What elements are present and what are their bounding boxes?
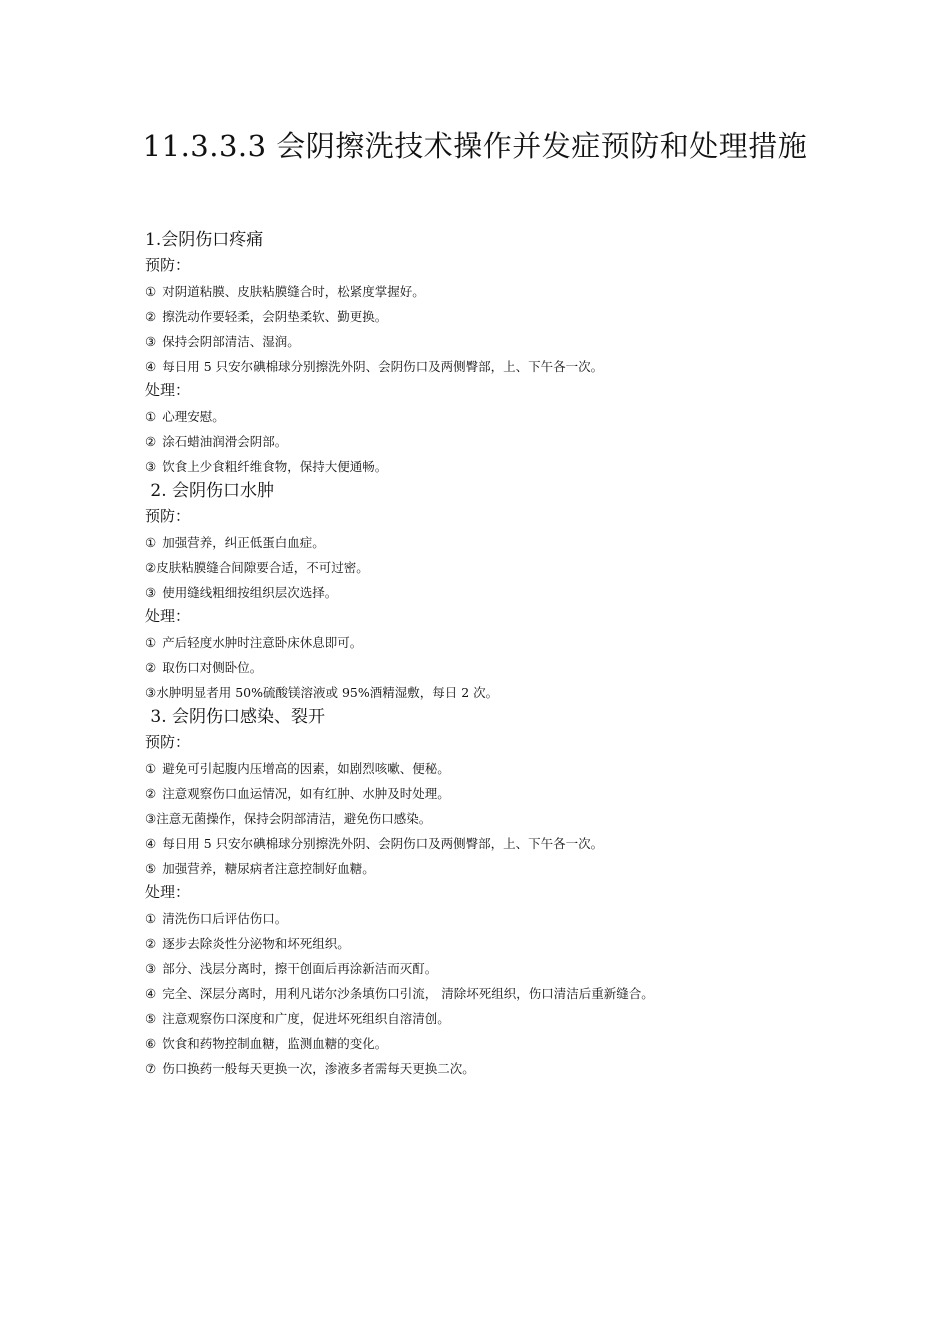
item-marker: ① — [145, 284, 157, 299]
section-heading: 2. 会阴伤口水肿 — [145, 481, 275, 501]
item-marker: ④ — [145, 986, 157, 1001]
prevention-item — [145, 831, 845, 856]
item-marker: ③ — [145, 685, 157, 700]
item-text: 注意观察伤口深度和广度，促进坏死组织自溶清创。 — [162, 1011, 450, 1026]
item-text: 完全、深层分离时，用利凡诺尔沙条填伤口引流， 清除坏死组织，伤口清洁后重新缝合。 — [162, 986, 654, 1001]
item-marker: ④ — [145, 836, 157, 851]
item-text: 产后轻度水肿时注意卧床休息即可。 — [162, 635, 363, 650]
prevention-item — [145, 304, 845, 329]
treatment-item — [145, 956, 845, 981]
item-text: 加强营养，糖尿病者注意控制好血糖。 — [162, 861, 375, 876]
prevention-item — [145, 756, 845, 781]
treatment-label: 处理： — [145, 883, 191, 901]
treatment-item — [145, 680, 845, 705]
prevention-item — [145, 555, 845, 580]
treatment-label: 处理： — [145, 381, 191, 399]
item-text: 水肿明显者用 50%硫酸镁溶液或 95%酒精湿敷，每日 2 次。 — [156, 685, 499, 700]
treatment-label: 处理： — [145, 607, 191, 625]
item-text: 取伤口对侧卧位。 — [162, 660, 263, 675]
item-text: 保持会阴部清洁、湿润。 — [162, 334, 300, 349]
prevention-item — [145, 781, 845, 806]
page-title: 11.3.3.3 会阴擦洗技术操作并发症预防和处理措施 — [142, 129, 808, 163]
item-marker: ② — [145, 434, 157, 449]
item-marker: ② — [145, 660, 157, 675]
item-text: 部分、浅层分离时，擦干创面后再涂新洁而灭酊。 — [162, 961, 438, 976]
item-marker: ⑤ — [145, 861, 157, 876]
item-text: 加强营养，纠正低蛋白血症。 — [162, 535, 325, 550]
item-text: 皮肤粘膜缝合间隙要合适，不可过密。 — [156, 560, 369, 575]
item-marker: ⑦ — [145, 1061, 157, 1076]
item-marker: ⑤ — [145, 1011, 157, 1026]
section-wound-pain — [145, 228, 845, 479]
item-text: 避免可引起腹内压增高的因素，如剧烈咳嗽、便秘。 — [162, 761, 450, 776]
item-marker: ③ — [145, 334, 157, 349]
item-text: 注意无菌操作，保持会阴部清洁，避免伤口感染。 — [156, 811, 432, 826]
treatment-item — [145, 1056, 845, 1081]
treatment-item — [145, 655, 845, 680]
prevention-item — [145, 329, 845, 354]
prevention-item — [145, 856, 845, 881]
item-text: 饮食和药物控制血糖，监测血糖的变化。 — [162, 1036, 388, 1051]
item-marker: ② — [145, 786, 157, 801]
item-marker: ③ — [145, 961, 157, 976]
prevention-item — [145, 354, 845, 379]
treatment-item — [145, 454, 845, 479]
treatment-item — [145, 981, 845, 1006]
treatment-item — [145, 630, 845, 655]
item-text: 逐步去除炎性分泌物和坏死组织。 — [162, 936, 350, 951]
item-marker: ① — [145, 535, 157, 550]
prevention-label: 预防： — [145, 256, 191, 274]
item-text: 清洗伤口后评估伤口。 — [162, 911, 288, 926]
treatment-item — [145, 931, 845, 956]
item-text: 伤口换药一般每天更换一次，渗液多者需每天更换二次。 — [162, 1061, 475, 1076]
item-marker: ⑥ — [145, 1036, 157, 1051]
prevention-item — [145, 806, 845, 831]
treatment-item — [145, 404, 845, 429]
section-heading: 3. 会阴伤口感染、裂开 — [145, 707, 326, 727]
item-marker: ② — [145, 936, 157, 951]
item-marker: ② — [145, 560, 157, 575]
prevention-label: 预防： — [145, 507, 191, 525]
item-marker: ③ — [145, 585, 157, 600]
item-text: 对阴道粘膜、皮肤粘膜缝合时，松紧度掌握好。 — [162, 284, 425, 299]
item-marker: ③ — [145, 811, 157, 826]
section-wound-infection — [145, 705, 845, 1081]
item-text: 擦洗动作要轻柔，会阴垫柔软、勤更换。 — [162, 309, 388, 324]
item-marker: ② — [145, 309, 157, 324]
item-text: 注意观察伤口血运情况，如有红肿、水肿及时处理。 — [162, 786, 450, 801]
prevention-item — [145, 580, 845, 605]
treatment-item — [145, 429, 845, 454]
prevention-item — [145, 530, 845, 555]
item-text: 每日用 5 只安尔碘棉球分别擦洗外阴、会阴伤口及两侧臀部，上、下午各一次。 — [162, 359, 604, 374]
prevention-label: 预防： — [145, 733, 191, 751]
item-marker: ① — [145, 761, 157, 776]
section-heading: 1.会阴伤口疼痛 — [145, 230, 264, 250]
document-body — [145, 228, 845, 1081]
treatment-item — [145, 1031, 845, 1056]
prevention-item — [145, 279, 845, 304]
item-text: 饮食上少食粗纤维食物，保持大便通畅。 — [162, 459, 388, 474]
item-text: 涂石蜡油润滑会阴部。 — [162, 434, 288, 449]
item-marker: ① — [145, 911, 157, 926]
item-marker: ④ — [145, 359, 157, 374]
item-text: 心理安慰。 — [162, 409, 225, 424]
treatment-item — [145, 1006, 845, 1031]
item-marker: ③ — [145, 459, 157, 474]
item-marker: ① — [145, 409, 157, 424]
item-text: 每日用 5 只安尔碘棉球分别擦洗外阴、会阴伤口及两侧臀部，上、下午各一次。 — [162, 836, 604, 851]
item-marker: ① — [145, 635, 157, 650]
section-wound-edema — [145, 479, 845, 705]
treatment-item — [145, 906, 845, 931]
item-text: 使用缝线粗细按组织层次选择。 — [162, 585, 338, 600]
